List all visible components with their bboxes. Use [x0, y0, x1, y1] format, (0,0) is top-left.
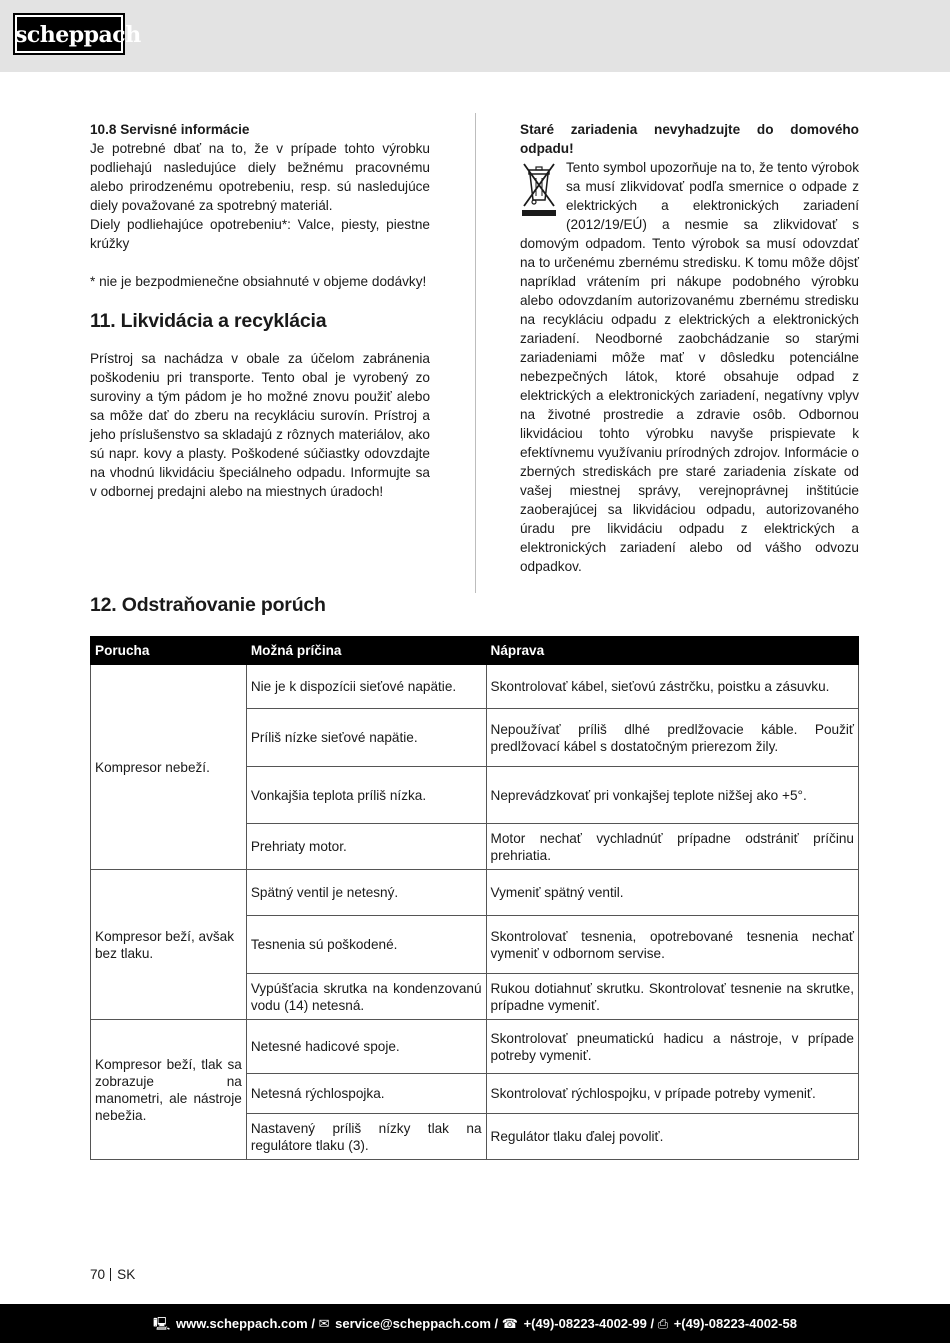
remedy-cell: Skontrolovať pneumatickú hadicu a nástroje, v prípade potreby vymeniť.	[486, 1020, 858, 1074]
footer-separator: /	[650, 1316, 658, 1331]
fault-cell: Kompresor nebeží.	[91, 665, 247, 870]
footnote-text: * nie je bezpodmienečne obsiahnuté v objeme dodávky!	[90, 274, 427, 289]
service-text: Je potrebné dbať na to, že v prípade tohto výrobku podliehajú nasledujúce diely bežnému pracovnému alebo prirodzenému opotrebeniu, resp. sú nasledujúce diely považované za spotrebný materiál.	[90, 141, 430, 213]
disposal-heading: 11. Likvidácia a recyklácia	[90, 310, 327, 332]
service-heading: 10.8 Servisné informácie	[90, 122, 250, 137]
footer-separator: /	[311, 1316, 319, 1331]
footer-fax: +(49)-08223-4002-58	[673, 1316, 797, 1331]
left-column	[90, 120, 430, 501]
remedy-cell: Skontrolovať kábel, sieťovú zástrčku, poistku a zásuvku.	[486, 665, 858, 709]
remedy-cell: Neprevádzkovať pri vonkajšej teplote nižšej ako +5°.	[486, 767, 858, 824]
column-header-fault: Porucha	[91, 637, 247, 665]
cause-cell: Tesnenia sú poškodené.	[246, 916, 486, 974]
troubleshooting-heading: 12. Odstraňovanie porúch	[90, 594, 326, 616]
footer-bar	[0, 1304, 950, 1343]
crossed-bin-icon	[520, 160, 558, 218]
remedy-cell: Skontrolovať tesnenia, opotrebované tesnenia nechať vymeniť v odbornom servise.	[486, 916, 858, 974]
table-header-row	[91, 637, 859, 665]
table-row	[91, 870, 859, 916]
cause-cell: Vypúšťacia skrutka na kondenzovanú vodu (14) netesná.	[246, 974, 486, 1020]
right-column	[520, 120, 859, 576]
footer-phone[interactable]: +(49)-08223-4002-99	[523, 1316, 647, 1331]
cause-cell: Nastavený príliš nízky tlak na regulátore tlaku (3).	[246, 1114, 486, 1160]
remedy-cell: Rukou dotiahnuť skrutku. Skontrolovať tesnenie na skrutke, prípadne vymeniť.	[486, 974, 858, 1020]
table-row	[91, 665, 859, 709]
remedy-cell: Regulátor tlaku ďalej povoliť.	[486, 1114, 858, 1160]
fault-cell: Kompresor beží, tlak sa zobrazuje na manometri, ale nástroje nebežia.	[91, 1020, 247, 1160]
column-divider	[475, 113, 476, 593]
column-header-remedy: Náprava	[486, 637, 858, 665]
cause-cell: Spätný ventil je netesný.	[246, 870, 486, 916]
fax-icon: ⎙	[657, 1316, 669, 1331]
computer-icon: 🖳	[153, 1316, 171, 1331]
remedy-cell: Skontrolovať rýchlospojku, v prípade potreby vymeniť.	[486, 1074, 858, 1114]
column-header-cause: Možná príčina	[246, 637, 486, 665]
page-number-value: 70	[90, 1267, 106, 1282]
page-number-separator	[110, 1268, 111, 1281]
disposal-text: Prístroj sa nachádza v obale za účelom zabránenia poškodeniu pri transporte. Tento obal je vyrobený zo suroviny a tým pádom je ho možné znovu použiť alebo sa môže dať do zberu na recykláciu surovín. Prístroj a jeho príslušenstvo sa skladajú z rôznych materiálov, ako sú napr. kovy a plasty. Poškodené súčiastky odovzdajte na vhodnú likvidáciu špeciálneho odpadu. Informujte sa v odbornej predajni alebo na miestnych úradoch!	[90, 351, 430, 499]
page-language: SK	[117, 1267, 136, 1282]
remedy-cell: Vymeniť spätný ventil.	[486, 870, 858, 916]
wear-parts-text: Diely podliehajúce opotrebeniu*: Valce, piesty, piestne krúžky	[90, 217, 430, 251]
footer-website[interactable]: www.scheppach.com	[176, 1316, 308, 1331]
weee-warning-heading: Staré zariadenia nevyhadzujte do domového odpadu!	[520, 122, 859, 156]
page-number	[90, 1265, 135, 1284]
cause-cell: Prehriaty motor.	[246, 824, 486, 870]
cause-cell: Netesné hadicové spoje.	[246, 1020, 486, 1074]
cause-cell: Vonkajšia teplota príliš nízka.	[246, 767, 486, 824]
brand-logo: scheppach	[13, 13, 125, 55]
header-band	[0, 0, 950, 72]
phone-icon: ☎	[501, 1316, 518, 1331]
cause-cell: Príliš nízke sieťové napätie.	[246, 709, 486, 767]
table-row	[91, 1020, 859, 1074]
footer-email[interactable]: service@scheppach.com	[335, 1316, 491, 1331]
footer-separator: /	[494, 1316, 502, 1331]
mail-icon: ✉	[318, 1316, 330, 1331]
fault-cell: Kompresor beží, avšak bez tlaku.	[91, 870, 247, 1020]
remedy-cell: Motor nechať vychladnúť prípadne odstrániť príčinu prehriatia.	[486, 824, 858, 870]
cause-cell: Netesná rýchlospojka.	[246, 1074, 486, 1114]
weee-text: Tento symbol upozorňuje na to, že tento výrobok sa musí zlikvidovať podľa smernice o odpade z elektrických a elektronických zariadení (2012/19/EÚ) a nesmie sa zlikvidovať s domovým odpadom. Tento výrobok sa musí odovzdať na to určenému zbernému stredisku. K tomu môže dôjsť napríklad vrátením pri nákupe podobného výrobku alebo odovzdaním autorizovanému zbernému stredisku na recykláciu odpadu z elektrických a elektronických zariadení. Neodborné zaobchádzanie so starými zariadeniami môže mať v dôsledku potenciálne nebezpečných látok, ktoré obsahuje odpad z elektrických a elektronických zariadení, negatívny vplyv na životné prostredie a zdravie osôb. Odbornou likvidáciou tohto výrobku navyše prispievate k efektívnemu využívaniu prírodných zdrojov. Informácie o zberných strediskách pre staré zariadenia získate od vašej miestnej správy, verejnoprávnej inštitúcie zaoberajúcej sa likvidáciou odpadu, autorizovaného úradu pre likvidáciu odpadu z elektrických a elektronických zariadení alebo od vášho odvozu odpadkov.	[520, 160, 859, 574]
cause-cell: Nie je k dispozícii sieťové napätie.	[246, 665, 486, 709]
remedy-cell: Nepoužívať príliš dlhé predlžovacie káble. Použiť predlžovací kábel s dostatočným prierezom žily.	[486, 709, 858, 767]
troubleshooting-table	[90, 636, 859, 1160]
